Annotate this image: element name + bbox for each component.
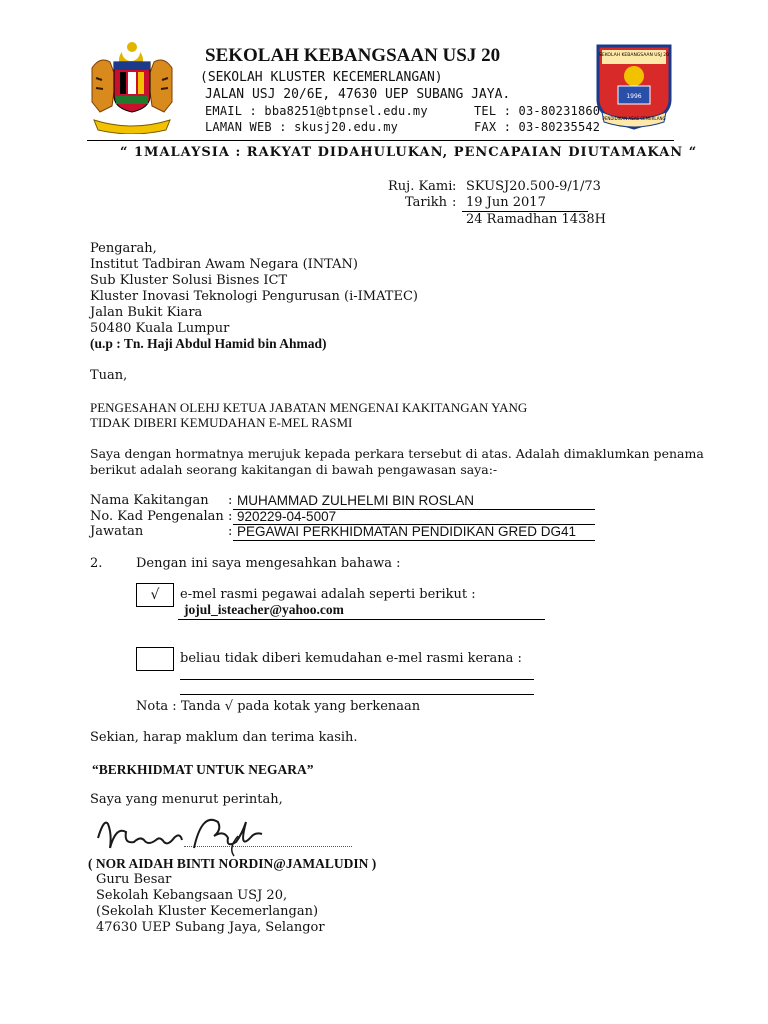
signatory-line: (Sekolah Kluster Kecemerlangan) (96, 904, 319, 919)
recipient-line: 50480 Kuala Lumpur (90, 321, 230, 336)
option1-email-underline (178, 619, 545, 620)
header-divider (87, 140, 674, 141)
signatory-line: 47630 UEP Subang Jaya, Selangor (96, 920, 325, 935)
school-fax: FAX : 03-80235542 (474, 120, 601, 134)
staff-ic-value: 920229-04-5007 (237, 509, 337, 524)
school-tel: TEL : 03-80231860 (474, 104, 601, 118)
signatory-title: Guru Besar (96, 872, 172, 887)
signatory-line: Sekolah Kebangsaan USJ 20, (96, 888, 288, 903)
motto: “ 1MALAYSIA : RAKYAT DIDAHULUKAN, PENCAPAIAN DIUTAMAKAN “ (120, 145, 698, 160)
school-name: SEKOLAH KEBANGSAAN USJ 20 (205, 45, 501, 66)
staff-ic-label: No. Kad Pengenalan (90, 509, 224, 524)
svg-text:1996: 1996 (626, 93, 642, 100)
recipient-line: Institut Tadbiran Awam Negara (INTAN) (90, 257, 358, 272)
subject-line: PENGESAHAN OLEHJ KETUA JABATAN MENGENAI KAKITANGAN YANG (90, 400, 528, 415)
sign-intro: Saya yang menurut perintah, (90, 792, 283, 807)
recipient-line: Pengarah, (90, 241, 157, 256)
paragraph-number: 2. (90, 556, 103, 571)
recipient-line: Kluster Inovasi Teknologi Pengurusan (i-IMATEC) (90, 289, 418, 304)
recipient-line: Jalan Bukit Kiara (90, 305, 203, 320)
tarikh-label: Tarikh (405, 195, 448, 210)
subject-line: TIDAK DIBERI KEMUDAHAN E-MEL RASMI (90, 415, 353, 430)
ruj-label: Ruj. Kami (388, 179, 453, 194)
staff-name-value: MUHAMMAD ZULHELMI BIN ROSLAN (237, 493, 475, 508)
option2-reason-line (180, 694, 534, 695)
option1-email: jojul_isteacher@yahoo.com (184, 602, 344, 617)
slogan: “BERKHIDMAT UNTUK NEGARA” (92, 762, 314, 777)
staff-ic-sep: : (228, 509, 233, 524)
signature-dotted-line (184, 846, 352, 847)
signatory-name: ( NOR AIDAH BINTI NORDIN@JAMALUDIN ) (88, 856, 377, 871)
staff-post-underline (233, 540, 595, 541)
tarikh-value: 19 Jun 2017 (466, 195, 546, 210)
school-address: JALAN USJ 20/6E, 47630 UEP SUBANG JAYA. (205, 87, 511, 102)
staff-post-value: PEGAWAI PERKHIDMATAN PENDIDIKAN GRED DG41 (237, 524, 577, 539)
school-web: LAMAN WEB : skusj20.edu.my (205, 120, 399, 134)
svg-text:PENDIDIKAN ASAS CEMERLANG: PENDIDIKAN ASAS CEMERLANG (602, 116, 666, 121)
svg-text:SEKOLAH KEBANGSAAN USJ 20: SEKOLAH KEBANGSAAN USJ 20 (599, 53, 669, 58)
option1-text: e-mel rasmi pegawai adalah seperti berikut : (180, 587, 476, 602)
recipient-line: Sub Kluster Solusi Bisnes ICT (90, 273, 288, 288)
confirm-text: Dengan ini saya mengesahkan bahawa : (136, 556, 401, 571)
intro-line: berikut adalah seorang kakitangan di bawah pengawasan saya:- (90, 462, 498, 477)
school-email: EMAIL : bba8251@btpnsel.edu.my (205, 104, 428, 118)
coat-of-arms-icon (86, 38, 178, 134)
school-subtitle: (SEKOLAH KLUSTER KECEMERLANGAN) (200, 70, 443, 85)
note: Nota : Tanda √ pada kotak yang berkenaan (136, 699, 421, 714)
option2-text: beliau tidak diberi kemudahan e-mel rasmi kerana : (180, 651, 522, 666)
option1-checkbox[interactable]: √ (136, 583, 174, 607)
salutation: Tuan, (90, 368, 128, 383)
recipient-attention: (u.p : Tn. Haji Abdul Hamid bin Ahmad) (90, 336, 327, 351)
staff-post-sep: : (228, 524, 233, 539)
school-crest-icon (592, 40, 676, 132)
intro-line: Saya dengan hormatnya merujuk kepada perkara tersebut di atas. Adalah dimaklumkan penama (90, 446, 704, 461)
closing: Sekian, harap maklum dan terima kasih. (90, 730, 358, 745)
option2-checkbox[interactable] (136, 647, 174, 671)
ruj-value: SKUSJ20.500-9/1/73 (466, 179, 601, 194)
option2-reason-line (180, 679, 534, 680)
staff-post-label: Jawatan (90, 524, 144, 539)
staff-name-label: Nama Kakitangan (90, 493, 209, 508)
signature (94, 808, 284, 860)
ruj-sep: : (452, 179, 457, 194)
hijri-date: 24 Ramadhan 1438H (466, 212, 606, 227)
tarikh-sep: : (452, 195, 457, 210)
staff-name-sep: : (228, 493, 233, 508)
